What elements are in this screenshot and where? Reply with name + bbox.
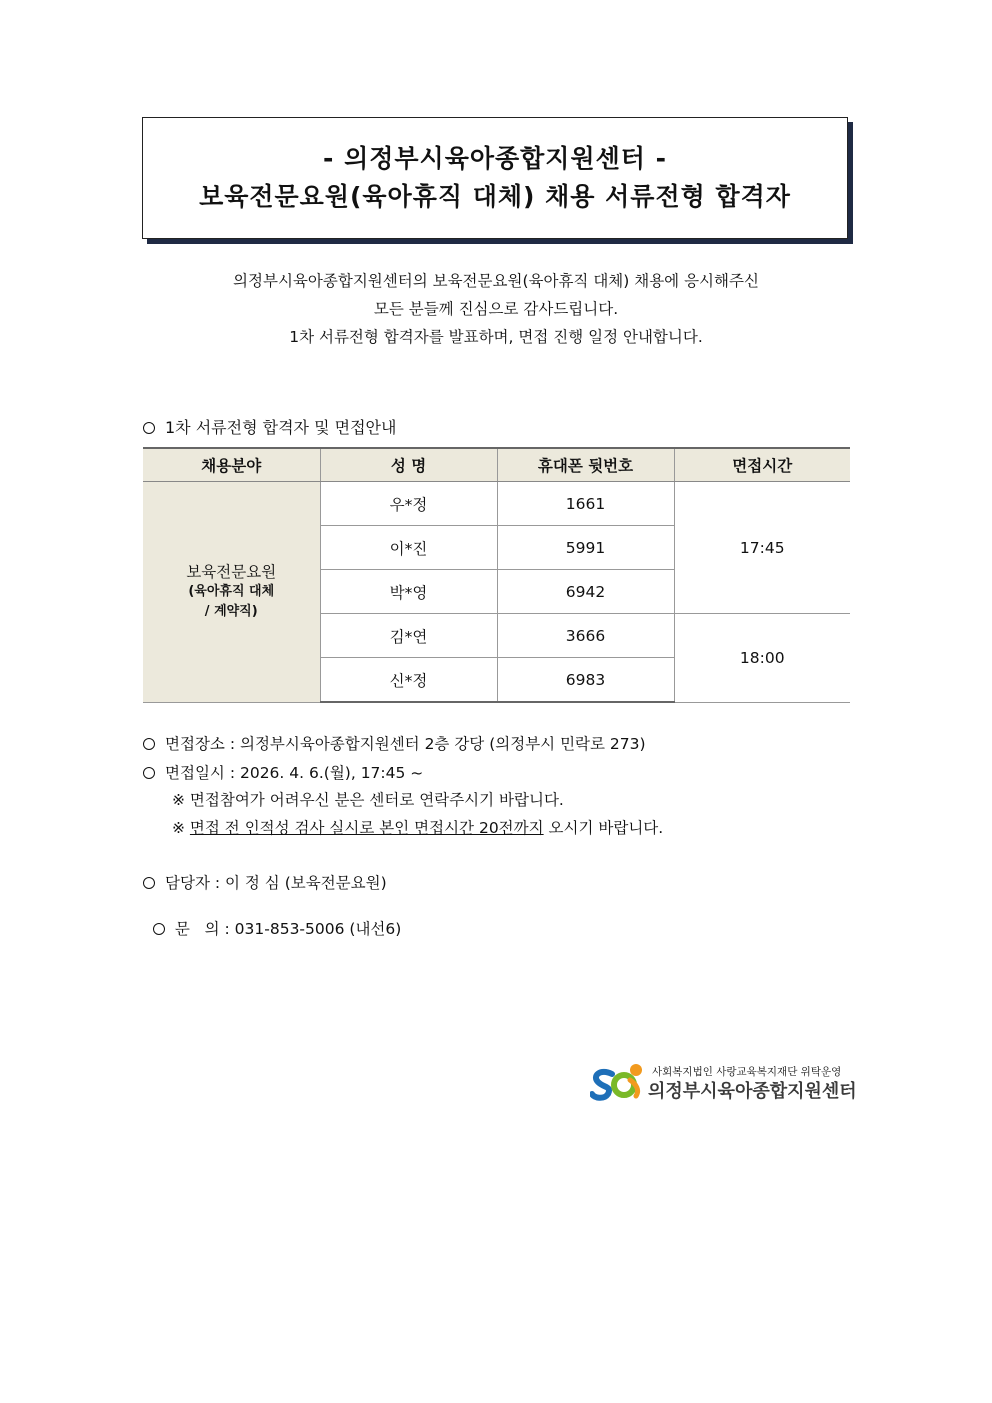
header-phone: 휴대폰 뒷번호: [497, 448, 674, 482]
circle-bullet-icon: [143, 422, 155, 434]
intro-line-3: 1차 서류전형 합격자를 발표하며, 면접 진행 일정 안내합니다.: [289, 328, 703, 346]
name-cell: 김*연: [320, 614, 497, 658]
note-2-emphasis: 면접 전 인적성 검사 실시로 본인 면접시간 20전까지: [189, 819, 544, 837]
field-cell: [143, 482, 320, 703]
title-line-1: - 의정부시육아종합지원센터 -: [323, 144, 667, 173]
center-logo: [590, 1060, 855, 1104]
circle-bullet-icon: [143, 767, 155, 779]
header-name: 성 명: [320, 448, 497, 482]
center-logo-icon: [590, 1060, 650, 1104]
logo-subtitle: 사회복지법인 사랑교육복지재단 위탁운영: [652, 1066, 842, 1078]
name-cell: 이*진: [320, 526, 497, 570]
interview-place: 면접장소 : 의정부시육아종합지원센터 2층 강당 (의정부시 민락로 273): [143, 732, 646, 754]
phone-cell: 6983: [497, 658, 674, 703]
logo-title: 의정부시육아종합지원센터: [648, 1081, 857, 1102]
circle-bullet-icon: [143, 738, 155, 750]
phone-cell: 1661: [497, 482, 674, 526]
phone-cell: 5991: [497, 526, 674, 570]
name-cell: 신*정: [320, 658, 497, 703]
section-heading: 1차 서류전형 합격자 및 면접안내: [143, 415, 396, 438]
field-main: 보육전문요원: [186, 562, 277, 581]
contact-person: 담당자 : 이 정 심 (보육전문요원): [143, 871, 387, 893]
header-time: 면접시간: [674, 448, 850, 482]
intro-text: [100, 267, 892, 351]
phone-cell: 6942: [497, 570, 674, 614]
header-field: 채용분야: [143, 448, 320, 482]
title-box: [142, 117, 848, 239]
contact-phone: 문 의 : 031-853-5006 (내선6): [143, 899, 401, 939]
intro-line-2: 모든 분들께 진심으로 감사드립니다.: [373, 300, 619, 318]
note-2: ※ 면접 전 인적성 검사 실시로 본인 면접시간 20전까지 오시기 바랍니다.: [172, 819, 664, 837]
field-sub-2: / 계약직): [204, 603, 258, 619]
intro-line-1: 의정부시육아종합지원센터의 보육전문요원(육아휴직 대체) 채용에 응시해주신: [233, 272, 759, 290]
table-header-row: [143, 448, 850, 482]
time-cell: 17:45: [674, 482, 850, 614]
result-table: [143, 447, 850, 703]
phone-cell: 3666: [497, 614, 674, 658]
title-line-2: 보육전문요원(육아휴직 대체) 채용 서류전형 합격자: [199, 182, 791, 211]
circle-bullet-icon: [153, 923, 165, 935]
table-row: [143, 482, 850, 526]
interview-date: 면접일시 : 2026. 4. 6.(월), 17:45 ~: [143, 761, 423, 783]
time-cell: 18:00: [674, 614, 850, 703]
circle-bullet-icon: [143, 877, 155, 889]
note-1: ※ 면접참여가 어려우신 분은 센터로 연락주시기 바랍니다.: [172, 791, 564, 809]
field-sub-1: (육아휴직 대체: [188, 583, 275, 599]
name-cell: 박*영: [320, 570, 497, 614]
name-cell: 우*정: [320, 482, 497, 526]
